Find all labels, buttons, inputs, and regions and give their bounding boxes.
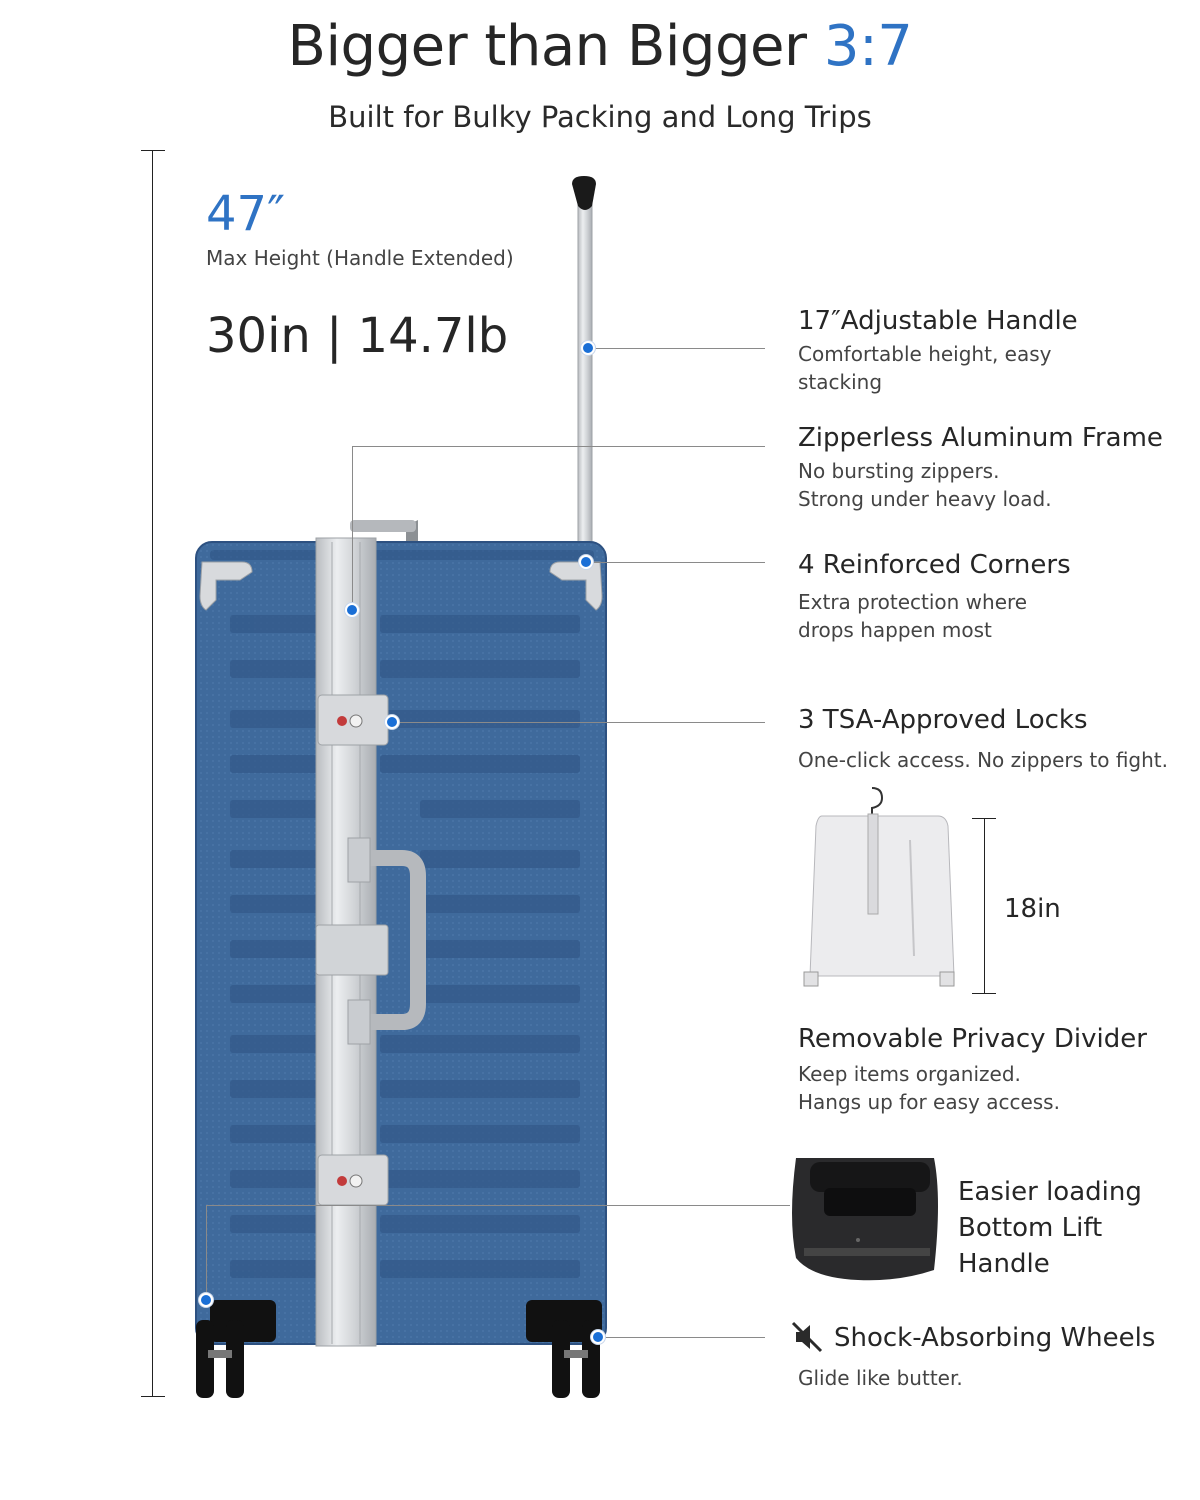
page-subtitle: Built for Bulky Packing and Long Trips — [328, 100, 872, 134]
bottom-lift-handle-illustration — [788, 1158, 942, 1282]
suitcase-illustration — [180, 170, 620, 1400]
feature-frame-desc-line: No bursting zippers. — [798, 459, 1000, 483]
feature-wheels-title: Shock-Absorbing Wheels — [834, 1323, 1156, 1353]
title-accent: 3:7 — [823, 14, 913, 79]
feature-bottom-handle-line: Easier loading — [958, 1177, 1142, 1207]
feature-frame-desc — [798, 457, 1052, 513]
feature-corners-title: 4 Reinforced Corners — [798, 550, 1071, 580]
max-height-caption: Max Height (Handle Extended) — [206, 246, 514, 270]
divider-rule-bottom-cap — [972, 993, 996, 994]
callout-line-frame-drop — [352, 446, 353, 606]
feature-frame-desc-line: Strong under heavy load. — [798, 487, 1052, 511]
feature-locks-desc: One-click access. No zippers to fight. — [798, 748, 1168, 772]
title-main: Bigger than Bigger — [287, 14, 824, 79]
feature-handle-desc-line: stacking — [798, 370, 883, 394]
callout-line-frame — [352, 446, 765, 447]
hotspot-locks — [385, 715, 399, 729]
height-rule — [152, 150, 153, 1396]
feature-handle-desc-line: Comfortable height, easy — [798, 342, 1052, 366]
feature-handle-title: 17″Adjustable Handle — [798, 306, 1078, 336]
feature-divider-title: Removable Privacy Divider — [798, 1024, 1147, 1054]
divider-rule-top-cap — [972, 818, 996, 819]
feature-locks-title: 3 TSA-Approved Locks — [798, 705, 1088, 735]
feature-bottom-handle-title — [958, 1174, 1142, 1282]
callout-line-bottom-handle — [206, 1205, 790, 1206]
muted-speaker-icon — [790, 1320, 824, 1354]
callout-line-corners — [588, 562, 765, 563]
feature-divider-desc-line: Hangs up for easy access. — [798, 1090, 1060, 1114]
page-title — [0, 14, 1200, 79]
callout-line-wheels — [598, 1337, 765, 1338]
hotspot-handle — [581, 341, 595, 355]
hotspot-bottom-handle — [199, 1293, 213, 1307]
telescopic-handle — [572, 176, 596, 560]
feature-handle-desc — [798, 340, 1051, 396]
callout-line-bottom-handle-drop — [206, 1205, 207, 1300]
privacy-divider-illustration — [798, 786, 968, 998]
feature-divider-desc — [798, 1060, 1060, 1116]
height-rule-bottom-cap — [141, 1396, 165, 1397]
feature-bottom-handle-line: Bottom Lift — [958, 1213, 1103, 1243]
callout-line-handle — [588, 348, 765, 349]
hotspot-corners — [579, 555, 593, 569]
hotspot-wheels — [591, 1330, 605, 1344]
feature-corners-desc — [798, 588, 1027, 644]
divider-height-label: 18in — [1004, 894, 1061, 924]
callout-line-locks — [392, 722, 765, 723]
hotspot-frame — [345, 603, 359, 617]
feature-frame-title: Zipperless Aluminum Frame — [798, 423, 1163, 453]
feature-corners-desc-line: Extra protection where — [798, 590, 1028, 614]
divider-height-rule — [984, 818, 985, 994]
size-weight-spec: 30in | 14.7lb — [206, 308, 509, 364]
feature-corners-desc-line: drops happen most — [798, 618, 992, 642]
feature-bottom-handle-line: Handle — [958, 1249, 1050, 1279]
feature-divider-desc-line: Keep items organized. — [798, 1062, 1021, 1086]
height-rule-top-cap — [141, 150, 165, 151]
feature-wheels-desc: Glide like butter. — [798, 1366, 963, 1390]
max-height-value: 47″ — [206, 186, 286, 242]
